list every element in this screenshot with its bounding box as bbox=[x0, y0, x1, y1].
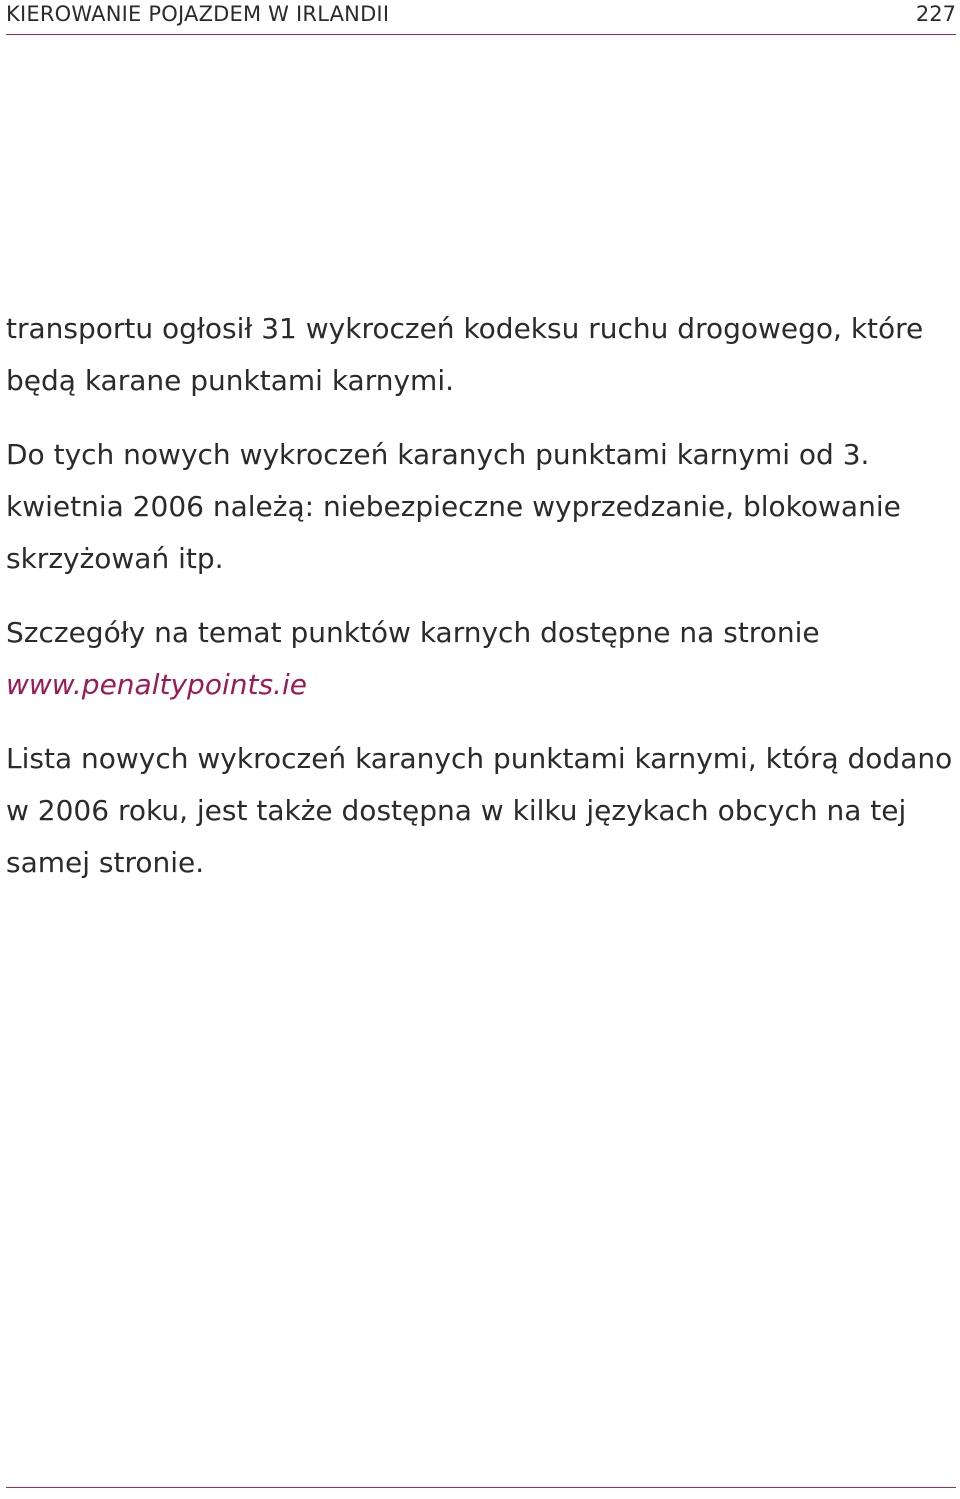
paragraph-4 bbox=[6, 733, 956, 889]
page-header bbox=[6, 0, 956, 35]
body-text bbox=[6, 303, 956, 911]
paragraph-3 bbox=[6, 607, 956, 711]
running-title: KIEROWANIE POJAZDEM W IRLANDII bbox=[6, 2, 390, 26]
text-line: transportu ogłosił 31 wykroczeń kodeksu ruchu drogowego, które bbox=[6, 312, 924, 345]
text-line: Lista nowych wykroczeń karanych punktami karnymi, którą dodano bbox=[6, 742, 953, 775]
text-line: w 2006 roku, jest także dostępna w kilku językach obcych na tej bbox=[6, 794, 907, 827]
paragraph-2 bbox=[6, 429, 956, 585]
footer-divider bbox=[6, 1487, 956, 1488]
text-line: Do tych nowych wykroczeń karanych punktami karnymi od 3. bbox=[6, 438, 870, 471]
text-line: skrzyżowań itp. bbox=[6, 542, 224, 575]
page-number: 227 bbox=[915, 2, 956, 26]
text-line: Szczegóły na temat punktów karnych dostępne na stronie bbox=[6, 616, 820, 649]
text-line: kwietnia 2006 należą: niebezpieczne wyprzedzanie, blokowanie bbox=[6, 490, 901, 523]
penaltypoints-link[interactable]: www.penaltypoints.ie bbox=[6, 668, 307, 701]
paragraph-1 bbox=[6, 303, 956, 407]
text-line: będą karane punktami karnymi. bbox=[6, 364, 454, 397]
text-line: samej stronie. bbox=[6, 846, 205, 879]
